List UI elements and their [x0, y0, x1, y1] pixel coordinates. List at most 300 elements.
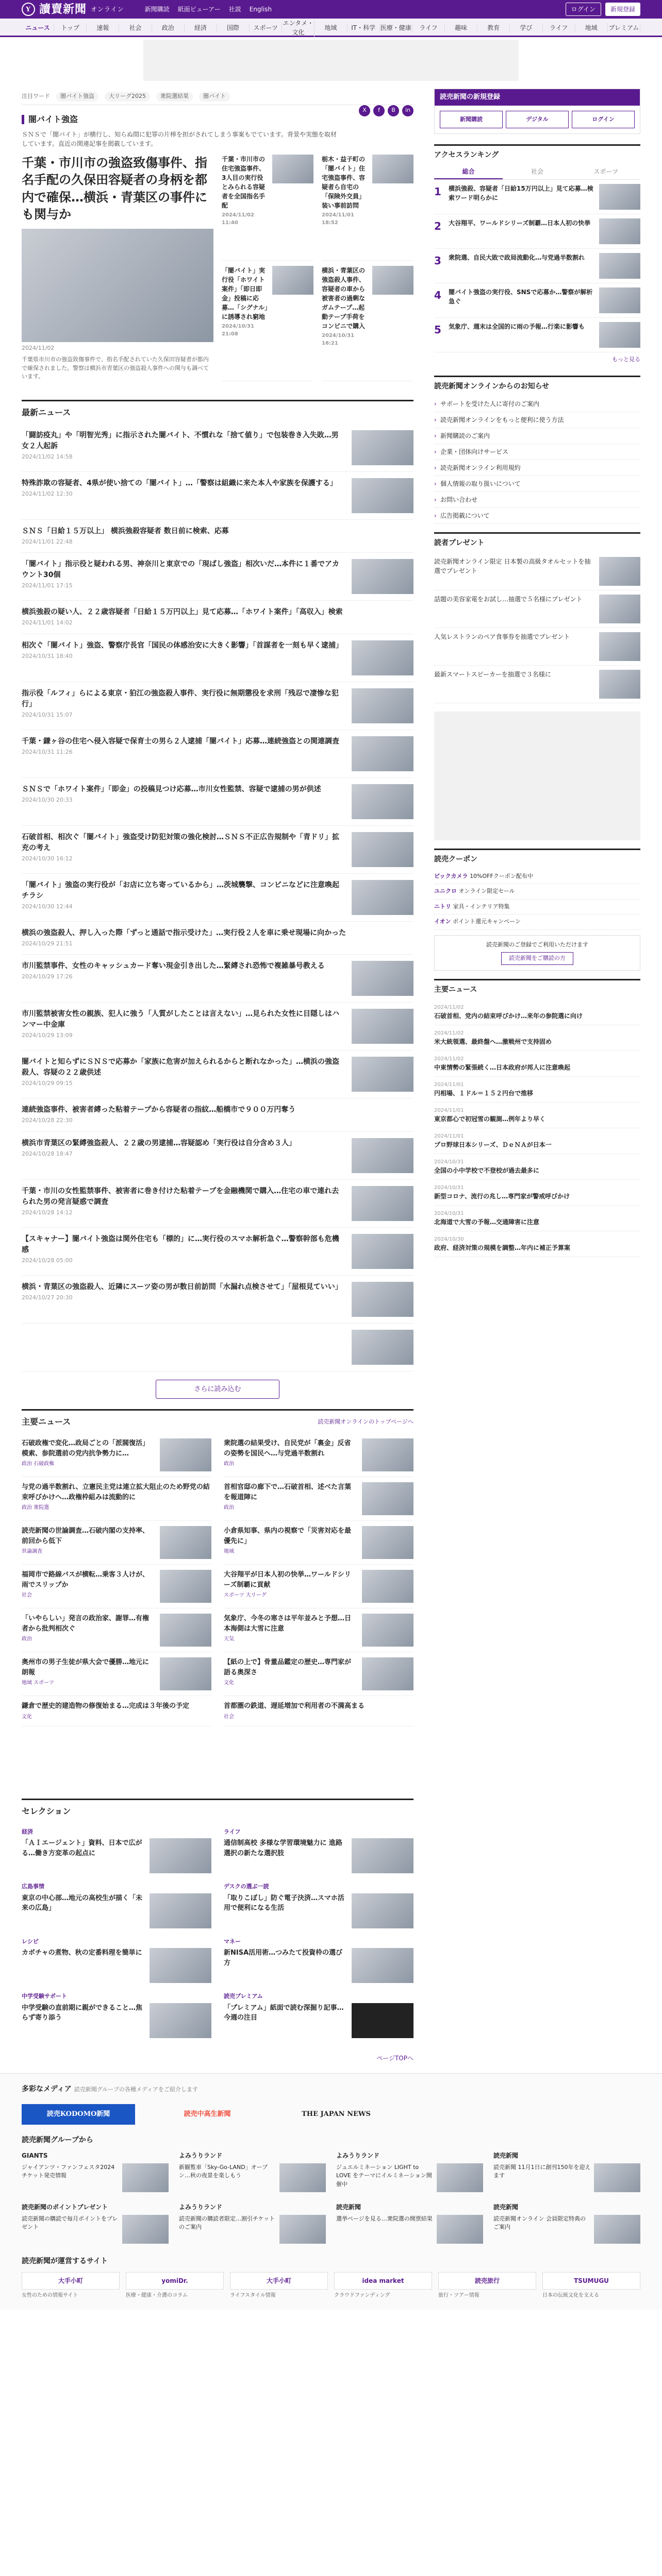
nav-item[interactable]: トップ: [54, 23, 87, 32]
major-item-tags[interactable]: スポーツ 大リーグ: [224, 1592, 267, 1599]
top-story-photo[interactable]: [22, 229, 213, 342]
selection-title-text[interactable]: 通信制高校 多様な学習環境魅力に 進路選択の新たな選択肢: [224, 1839, 343, 1857]
top-link-subscribe[interactable]: 新聞購読: [144, 6, 170, 13]
group-thumb[interactable]: [594, 2163, 640, 2192]
selection-thumb[interactable]: [352, 1893, 413, 1928]
group-item-text[interactable]: 読売新聞の購読で毎月ポイントをプレゼント: [22, 2215, 118, 2231]
selection-thumb[interactable]: [150, 1948, 211, 1983]
major-thumb[interactable]: [362, 1438, 413, 1471]
news-thumb[interactable]: [352, 478, 413, 513]
side-news-item[interactable]: [434, 1103, 640, 1128]
ranking-item[interactable]: [434, 214, 640, 249]
major-thumb[interactable]: [362, 1526, 413, 1559]
trend-tag[interactable]: 大リーグ2025: [105, 92, 150, 101]
nav-item[interactable]: 政治: [152, 23, 185, 32]
major-item[interactable]: [224, 1565, 413, 1608]
page-top-link[interactable]: ページTOPへ: [376, 2054, 413, 2062]
nav-item[interactable]: ライフ: [543, 23, 575, 32]
news-title[interactable]: 横浜市青葉区の緊縛強盗殺人、２２歳の男逮捕…容疑認め「実行役は自分含め３人」: [22, 1139, 296, 1147]
news-title[interactable]: ＳＮＳで「ホワイト案件」「即金」の投稿見つけ応募…市川女性監禁、容疑で逮捕の男が供述: [22, 785, 321, 793]
major-item-title[interactable]: 衆院選の結果受け、自民党が「裏金」反省の姿勢を国民へ…与党過半数割れ: [224, 1439, 351, 1458]
major-thumb[interactable]: [160, 1570, 211, 1603]
nav-item[interactable]: ニュース: [22, 23, 54, 32]
major-item-tags[interactable]: 世論調査: [22, 1549, 42, 1555]
nav-item[interactable]: 地域: [315, 23, 347, 32]
selection-title-text[interactable]: 「ＡＩエージェント」資料、日本で広がる…働き方変革の起点に: [22, 1839, 142, 1857]
news-title[interactable]: 「闘訪疫丸」や「明智光秀」に指示された闇バイト、不慣れな「捨て値り」で包装巻き入失敗…男女２人起訴: [22, 431, 339, 450]
present-item[interactable]: [434, 553, 640, 590]
present-text[interactable]: 読売新聞オンライン限定 日本製の高級タオルセットを抽選でプレゼント: [434, 557, 591, 574]
group-thumb[interactable]: [279, 2215, 326, 2244]
major-item-tags[interactable]: 文化: [224, 1680, 234, 1686]
news-thumb[interactable]: [352, 640, 413, 675]
news-item[interactable]: [22, 553, 413, 601]
major-item-tags[interactable]: 政治: [224, 1505, 234, 1511]
rank-thumb[interactable]: [599, 322, 640, 348]
ranking-item[interactable]: [434, 318, 640, 352]
present-thumb[interactable]: [599, 632, 640, 661]
rank-title[interactable]: 気象庁、週末は全国的に雨の予報…行楽に影響も: [449, 323, 585, 330]
notice-link[interactable]: › 読売新聞オンライン利用規約: [434, 460, 640, 476]
news-item[interactable]: [22, 1228, 413, 1276]
major-item-title[interactable]: 【紙の上で】骨董品鑑定の歴史…専門家が語る奥深さ: [224, 1658, 352, 1676]
major-thumb[interactable]: [160, 1438, 211, 1471]
side-news-text[interactable]: 政府、経済対策の規模を調整…年内に補正予算案: [434, 1244, 571, 1251]
load-more-button[interactable]: さらに読み込む: [156, 1380, 279, 1399]
side-news-item[interactable]: [434, 1206, 640, 1231]
related-card[interactable]: [322, 155, 413, 261]
news-thumb[interactable]: [352, 1282, 413, 1317]
news-item[interactable]: [22, 682, 413, 730]
related-thumb[interactable]: [272, 266, 313, 295]
service-logo[interactable]: 大手小町: [230, 2272, 328, 2290]
news-item[interactable]: [22, 730, 413, 778]
selection-title-text[interactable]: 東京の中心部…地元の高校生が描く「未来の広島」: [22, 1894, 143, 1912]
present-item[interactable]: [434, 590, 640, 628]
group-item[interactable]: [493, 2151, 640, 2192]
major-item[interactable]: [22, 1433, 211, 1477]
rank-thumb[interactable]: [599, 287, 640, 313]
related-card[interactable]: [322, 266, 413, 381]
group-item[interactable]: [179, 2202, 326, 2244]
group-item-text[interactable]: 読売新聞 11月1日に創刊150年を迎えます: [493, 2163, 591, 2179]
news-item[interactable]: [22, 874, 413, 922]
related-title[interactable]: 「闇バイト」実行役「ホワイト案件」「即日即金」投稿に応募…「シグナル」に誘導され窮地: [222, 266, 268, 320]
major-more-link[interactable]: 読売新聞オンラインのトップページへ: [318, 1418, 413, 1426]
major-thumb[interactable]: [160, 1657, 211, 1690]
nav-item[interactable]: スポーツ: [250, 23, 282, 32]
service-item[interactable]: [542, 2272, 640, 2299]
related-title[interactable]: 横浜・青葉区の強盗殺人事件、容疑者の車から被害者の過剰なガムテープ…起動テープ手荷をコンビニで購入: [322, 266, 366, 330]
selection-item[interactable]: [22, 1938, 211, 1984]
nav-item[interactable]: 医療・健康: [380, 23, 412, 32]
major-item-title[interactable]: 「いやらしい」発言の政治家、謝罪…有権者から批判相次ぐ: [22, 1615, 150, 1633]
news-title[interactable]: 【スキャナー】闇バイト強盗は関外住宅も「標的」に…実行役のスマホ解析急ぐ…警察幹部も危機感: [22, 1234, 339, 1254]
selection-category[interactable]: 読売プレミアム: [224, 1993, 263, 2000]
group-item[interactable]: [336, 2151, 483, 2192]
major-item-title[interactable]: 首都圏の鉄道、遅延増加で利用者の不満高まる: [224, 1702, 365, 1710]
news-title[interactable]: 千葉・市川の女性監禁事件、被害者に巻き付けた粘着テープを金融機関で購入…住宅の車で連れ去られた男の発言疑惑で調査: [22, 1187, 339, 1206]
major-item[interactable]: [22, 1521, 211, 1565]
major-item-tags[interactable]: 政治 石破政権: [22, 1461, 55, 1467]
selection-title-text[interactable]: 「プレミアム」紙面で読む深掘り記事…今週の注目: [224, 2004, 344, 2022]
trend-tag[interactable]: 衆院選結果: [156, 92, 193, 101]
nav-item[interactable]: エンタメ・文化: [282, 19, 315, 37]
side-news-text[interactable]: 新型コロナ、流行の兆し…専門家が警戒呼びかけ: [434, 1192, 570, 1200]
selection-thumb[interactable]: [150, 1838, 211, 1873]
major-item-tags[interactable]: 社会: [22, 1592, 32, 1599]
top-story-main[interactable]: [22, 155, 213, 381]
group-item[interactable]: [493, 2202, 640, 2244]
news-thumb[interactable]: [352, 1186, 413, 1221]
site-logo[interactable]: [22, 1, 124, 18]
news-item[interactable]: [22, 1050, 413, 1098]
x-share-icon[interactable]: X: [359, 105, 370, 116]
selection-item[interactable]: [224, 1938, 413, 1984]
side-news-text[interactable]: プロ野球日本シリーズ、ＤｅＮＡが日本一: [434, 1141, 552, 1148]
nav-item[interactable]: 教育: [477, 23, 510, 32]
rank-thumb[interactable]: [599, 184, 640, 210]
selection-thumb[interactable]: [352, 1838, 413, 1873]
selection-category[interactable]: デスクの選ぶ一読: [224, 1883, 269, 1890]
related-thumb[interactable]: [272, 155, 313, 183]
news-item[interactable]: [22, 520, 413, 553]
rank-title[interactable]: 闇バイト強盗の実行役、SNSで応募か…警察が解析急ぐ: [449, 289, 593, 305]
major-item-title[interactable]: 石破政権で変化…政局ごとの「派閥復活」模索、参院選前の党内抗争勢力に…: [22, 1439, 150, 1458]
side-news-text[interactable]: 東京都心で初冠雪の観測…例年より早く: [434, 1115, 546, 1123]
major-item-tags[interactable]: 社会: [224, 1714, 234, 1720]
news-thumb[interactable]: [352, 961, 413, 996]
notice-link[interactable]: › 個人情報の取り扱いについて: [434, 476, 640, 492]
news-title[interactable]: 「闇バイト」指示役と疑われる男、神奈川と東京での「現ばし強盗」相次いだ…本件に１番でアカウント30個: [22, 560, 339, 580]
news-title[interactable]: 市川監禁被害女性の親族、犯人に強う「人質がしたことは言えない」…見られた女性に目隠しはハンマー中金庫: [22, 1010, 339, 1029]
major-thumb[interactable]: [160, 1614, 211, 1647]
related-card[interactable]: [222, 155, 313, 261]
side-news-text[interactable]: 円相場、１ドル＝１５２円台で推移: [434, 1089, 534, 1097]
ranking-tab[interactable]: 総合: [434, 165, 503, 179]
side-news-item[interactable]: [434, 1025, 640, 1051]
facebook-share-icon[interactable]: f: [373, 105, 385, 116]
selection-item[interactable]: [22, 1883, 211, 1928]
ranking-item[interactable]: [434, 283, 640, 318]
side-news-text[interactable]: 米大統領選、最終盤へ…激戦州で支持固め: [434, 1038, 552, 1045]
side-news-item[interactable]: [434, 1077, 640, 1103]
news-title[interactable]: 特殊詐欺の容疑者、4県が使い捨ての「闇バイト」…「警察は組織に来た本人や家族を保護する」: [22, 479, 337, 487]
coupon-item[interactable]: [434, 884, 640, 900]
news-thumb[interactable]: [352, 880, 413, 915]
side-news-text[interactable]: 石破首相、党内の結束呼びかけ…来年の参院選に向け: [434, 1012, 583, 1020]
related-thumb[interactable]: [372, 155, 413, 183]
news-thumb[interactable]: [352, 832, 413, 867]
side-news-item[interactable]: [434, 999, 640, 1025]
major-thumb[interactable]: [362, 1614, 413, 1647]
bookmark-share-icon[interactable]: B: [388, 105, 399, 116]
media-logo-japannews[interactable]: THE JAPAN NEWS: [302, 2110, 371, 2119]
group-item[interactable]: [336, 2202, 483, 2244]
service-logo[interactable]: 読売旅行: [438, 2272, 536, 2290]
present-item[interactable]: [434, 628, 640, 666]
news-item[interactable]: [22, 826, 413, 874]
selection-thumb[interactable]: [150, 1893, 211, 1928]
selection-thumb[interactable]: [150, 2003, 211, 2038]
news-item[interactable]: [22, 1098, 413, 1132]
nav-item[interactable]: 経済: [185, 23, 217, 32]
group-item[interactable]: [22, 2151, 169, 2192]
present-text[interactable]: 人気レストランのペア食事券を抽選でプレゼント: [434, 633, 570, 640]
major-item[interactable]: [224, 1433, 413, 1477]
notice-link[interactable]: › 新聞購読のご案内: [434, 428, 640, 444]
news-thumb[interactable]: [352, 559, 413, 594]
selection-item[interactable]: [22, 1828, 211, 1874]
side-news-item[interactable]: [434, 1231, 640, 1257]
major-item[interactable]: [224, 1477, 413, 1521]
news-thumb[interactable]: [352, 1009, 413, 1044]
major-item[interactable]: [22, 1652, 211, 1696]
nav-item[interactable]: 速報: [87, 23, 119, 32]
news-title[interactable]: 相次ぐ「闇バイト」強盗、警察庁長官「国民の体感治安に大きく影響」「首謀者を一刻も早く逮捕」: [22, 641, 343, 650]
top-link-editorial[interactable]: 社説: [228, 6, 241, 13]
selection-title-text[interactable]: カボチャの煮物、秋の定番料理を簡単に: [22, 1949, 142, 1957]
present-text[interactable]: 話題の美容家電をお試し…抽選で５名様にプレゼント: [434, 595, 583, 603]
related-title[interactable]: 栃木・益子町の「闇バイト」住宅強盗事件、容疑者ら自宅の「保険外交員」装い事前訪問: [322, 155, 366, 209]
ranking-item[interactable]: [434, 249, 640, 283]
coupon-item[interactable]: [434, 900, 640, 915]
selection-category[interactable]: マネー: [224, 1938, 241, 1945]
news-item[interactable]: [22, 1324, 413, 1371]
related-thumb[interactable]: [372, 266, 413, 295]
news-thumb[interactable]: [352, 1057, 413, 1092]
notice-link[interactable]: › 読売新聞オンラインをもっと便利に使う方法: [434, 412, 640, 428]
group-item-text[interactable]: 新観覧車「Sky-Go-LAND」オープン…秋の夜景を楽しもう: [179, 2163, 268, 2179]
news-title[interactable]: ＳＮＳ「日給１５万以上」 横浜強殺容疑者 数日前に検索、応募: [22, 527, 229, 535]
register-button[interactable]: 新規登録: [605, 3, 640, 16]
login-button[interactable]: ログイン: [566, 3, 601, 16]
present-item[interactable]: [434, 666, 640, 703]
trend-tag[interactable]: 闇バイト: [199, 92, 230, 101]
news-title[interactable]: 横浜の強盗殺人、押し入った際「ずっと通話で指示受けた」…実行役２人を車に乗せ現場に向かった: [22, 928, 346, 937]
major-item-title[interactable]: 福岡市で路線バスが横転…乗客３人けが、雨でスリップか: [22, 1571, 150, 1589]
service-item[interactable]: [334, 2272, 432, 2299]
group-item[interactable]: [179, 2151, 326, 2192]
news-item[interactable]: [22, 1003, 413, 1050]
news-item[interactable]: [22, 1132, 413, 1180]
rank-title[interactable]: 横浜強殺、容疑者「日給15万円以上」見て応募…検索ワード明らかに: [449, 185, 593, 201]
side-news-item[interactable]: [434, 1128, 640, 1154]
selection-title-text[interactable]: 「取りこぼし」防ぐ電子決済…スマホ活用で便利になる生活: [224, 1894, 344, 1912]
major-item-tags[interactable]: 天気: [224, 1636, 234, 1642]
service-logo[interactable]: 大手小町: [22, 2272, 120, 2290]
group-item-text[interactable]: 読売新聞の購読者限定…割引チケットのご案内: [179, 2215, 275, 2231]
coupon-item[interactable]: [434, 914, 640, 930]
notice-link[interactable]: › 企業・団体向けサービス: [434, 444, 640, 460]
news-title[interactable]: 石破首相、相次ぐ「闇バイト」強盗受け防犯対策の強化検討…ＳＮＳ不正広告規制や「青ドリ」拡充の考え: [22, 833, 339, 852]
related-title[interactable]: 千葉・市川市の住宅強盗事件、3人目の実行役とみられる容疑者を全国指名手配: [222, 155, 266, 209]
group-thumb[interactable]: [122, 2215, 169, 2244]
ranking-more-link[interactable]: もっと見る: [612, 356, 640, 363]
major-item-title[interactable]: 読売新聞の世論調査…石破内閣の支持率、前回から低下: [22, 1527, 150, 1545]
service-logo[interactable]: yomiDr.: [126, 2272, 224, 2290]
present-thumb[interactable]: [599, 670, 640, 699]
selection-title-text[interactable]: 新NISA活用術…つみたて投資枠の選び方: [224, 1949, 343, 1967]
present-thumb[interactable]: [599, 557, 640, 586]
group-item-text[interactable]: 選挙ページを見る…衆院選の開票結果: [336, 2215, 433, 2222]
major-item-tags[interactable]: 政治: [224, 1461, 234, 1467]
news-thumb[interactable]: [352, 1330, 413, 1365]
rank-title[interactable]: 衆院選、自民大敗で政局流動化…与党過半数割れ: [449, 254, 585, 261]
selection-category[interactable]: レシピ: [22, 1938, 39, 1945]
top-link-english[interactable]: English: [249, 6, 272, 13]
major-item[interactable]: [224, 1652, 413, 1696]
news-title[interactable]: 指示役「ルフィ」らによる東京・狛江の強盗殺人事件、実行役に無期懲役を求刑「残忍で凄惨な犯行」: [22, 689, 339, 708]
selection-category[interactable]: ライフ: [224, 1828, 241, 1835]
major-item-title[interactable]: 首相官邸の廊下で…石破首相、述べた言葉を報道陣に: [224, 1483, 352, 1501]
major-item-tags[interactable]: 政治: [22, 1636, 32, 1642]
rank-title[interactable]: 大谷翔平、ワールドシリーズ制覇…日本人初の快挙: [449, 219, 591, 227]
trend-tag[interactable]: 闇バイト強盗: [56, 92, 98, 101]
selection-category[interactable]: 広島事情: [22, 1883, 44, 1890]
news-thumb[interactable]: [352, 736, 413, 771]
news-thumb[interactable]: [352, 1234, 413, 1269]
group-thumb[interactable]: [437, 2215, 483, 2244]
notice-link[interactable]: › 広告掲載について: [434, 508, 640, 524]
notice-link[interactable]: › お問い合わせ: [434, 492, 640, 508]
major-item-title[interactable]: 大谷翔平が日本人初の快挙…ワールドシリーズ制覇に貢献: [224, 1571, 351, 1589]
ranking-tab[interactable]: 社会: [531, 168, 543, 175]
major-item[interactable]: [224, 1696, 413, 1726]
notice-link[interactable]: › サポートを受けた人に寄付のご案内: [434, 396, 640, 412]
present-thumb[interactable]: [599, 595, 640, 623]
selection-category[interactable]: 中学受験サポート: [22, 1993, 67, 2000]
selection-thumb[interactable]: [352, 1948, 413, 1983]
nav-item[interactable]: 学び: [510, 23, 542, 32]
major-item[interactable]: [224, 1521, 413, 1565]
selection-item[interactable]: [224, 1828, 413, 1874]
major-thumb[interactable]: [362, 1482, 413, 1515]
nav-item[interactable]: 社会: [119, 23, 152, 32]
group-thumb[interactable]: [279, 2163, 326, 2192]
rank-thumb[interactable]: [599, 218, 640, 244]
rank-thumb[interactable]: [599, 253, 640, 279]
news-item[interactable]: [22, 634, 413, 682]
selection-item[interactable]: [224, 1992, 413, 2038]
major-item-title[interactable]: 与党の過半数割れ、立憲民主党は連立拡大阻止のため野党の結束呼びかけへ…政権枠組みは流動的に: [22, 1483, 210, 1501]
sidebar-ad[interactable]: [434, 711, 640, 840]
major-item[interactable]: [22, 1608, 211, 1652]
ad-banner[interactable]: [143, 40, 519, 81]
news-title[interactable]: 市川監禁事件、女性のキャッシュカード奪い現金引き出した…緊縛され恐怖で複雑暴号教える: [22, 962, 325, 971]
major-item-tags[interactable]: 政治 衆院選: [22, 1505, 49, 1511]
major-item[interactable]: [224, 1608, 413, 1652]
group-thumb[interactable]: [122, 2163, 169, 2192]
media-logo-kodomo[interactable]: 読売KODOMO新聞: [22, 2104, 135, 2125]
major-item-tags[interactable]: 地域: [224, 1549, 234, 1555]
major-item[interactable]: [22, 1565, 211, 1608]
major-item[interactable]: [22, 1477, 211, 1521]
related-card[interactable]: [222, 266, 313, 381]
major-item-title[interactable]: 小倉県知事、県内の視察で「災害対応を最優先に」: [224, 1527, 352, 1545]
news-title[interactable]: 千葉・鎌ヶ谷の住宅へ侵入容疑で保育士の男ら２人逮捕「闇バイト」応募…連続強盗との関連調査: [22, 737, 339, 745]
service-item[interactable]: [22, 2272, 120, 2299]
major-item-title[interactable]: 気象庁、今冬の寒さは平年並みと予想…日本海側は大雪に注意: [224, 1615, 352, 1633]
major-item-tags[interactable]: 地域 スポーツ: [22, 1680, 54, 1686]
news-item[interactable]: [22, 922, 413, 955]
news-title[interactable]: 横浜・青葉区の強盗殺人、近隣にスーツ姿の男が数日前訪問「水漏れ点検させて」「屋根見ていい」: [22, 1282, 342, 1291]
service-logo[interactable]: idea market: [334, 2272, 432, 2290]
major-item-title[interactable]: 鎌倉で歴史的建造物の修復始まる…完成は３年後の予定: [22, 1702, 190, 1710]
selection-title-text[interactable]: 中学受験の直前期に親ができること…焦らず寄り添う: [22, 2004, 143, 2022]
top-story-title[interactable]: 千葉・市川市の強盗致傷事件、指名手配の久保田容疑者の身柄を都内で確保…横浜・青葉区の事件にも関与か: [22, 155, 207, 222]
nav-item[interactable]: IT・科学: [347, 23, 380, 32]
selection-item[interactable]: [22, 1992, 211, 2038]
major-thumb[interactable]: [362, 1657, 413, 1690]
side-news-item[interactable]: [434, 1051, 640, 1077]
side-news-text[interactable]: 全国の小中学校で不登校が過去最多に: [434, 1166, 540, 1174]
news-thumb[interactable]: [352, 688, 413, 723]
nav-item[interactable]: ライフ: [412, 23, 445, 32]
ranking-item[interactable]: [434, 180, 640, 214]
group-thumb[interactable]: [437, 2163, 483, 2192]
nav-item[interactable]: 国際: [217, 23, 250, 32]
news-title[interactable]: 闇バイトと知らずにＳＮＳで応募か「家族に危害が加えられるからと断れなかった」…横浜の強盗殺人、容疑の２２歳供述: [22, 1058, 339, 1077]
group-thumb[interactable]: [594, 2215, 640, 2244]
group-item[interactable]: [22, 2202, 169, 2244]
group-item-text[interactable]: 読売新聞オンライン 会員限定特典のご案内: [493, 2215, 586, 2231]
nav-item[interactable]: 地域: [575, 23, 608, 32]
group-item-text[interactable]: ジャイアンツ・ファンフェスタ2024 チケット発売情報: [22, 2163, 115, 2179]
news-thumb[interactable]: [352, 430, 413, 465]
major-item[interactable]: [22, 1696, 211, 1726]
news-thumb[interactable]: [352, 784, 413, 819]
ranking-tab[interactable]: スポーツ: [593, 168, 619, 175]
plan-newspaper[interactable]: 新聞購読: [440, 111, 503, 129]
selection-category[interactable]: 経済: [22, 1828, 33, 1835]
media-logo-chukosei[interactable]: 読売中高生新聞: [184, 2110, 231, 2119]
news-item[interactable]: [22, 424, 413, 472]
news-item[interactable]: [22, 601, 413, 634]
news-item[interactable]: [22, 1180, 413, 1228]
nav-item[interactable]: 趣味: [445, 23, 477, 32]
present-text[interactable]: 最新スマートスピーカーを抽選で３名様に: [434, 670, 551, 678]
top-link-viewer[interactable]: 紙面ビューアー: [177, 6, 221, 13]
news-item[interactable]: [22, 1276, 413, 1324]
news-item[interactable]: [22, 778, 413, 826]
news-title[interactable]: 横浜強殺の疑い人、２２歳容疑者「日給１５万円以上」見て応募…「ホワイト案件」「高収入」検索: [22, 608, 343, 617]
coupon-item[interactable]: [434, 869, 640, 885]
service-item[interactable]: [126, 2272, 224, 2299]
news-item[interactable]: [22, 472, 413, 520]
side-news-text[interactable]: 北海道で大雪の予報…交通障害に注意: [434, 1218, 540, 1226]
major-thumb[interactable]: [362, 1570, 413, 1603]
selection-item[interactable]: [224, 1883, 413, 1928]
selection-thumb[interactable]: [352, 2003, 413, 2038]
news-item[interactable]: [22, 955, 413, 1003]
plan-digital[interactable]: デジタル: [506, 111, 569, 129]
side-news-text[interactable]: 中東情勢の緊張続く…日本政府が邦人に注意喚起: [434, 1063, 571, 1071]
group-item-text[interactable]: ジュエルミネーション LIGHT to LOVE をテーマにイルミネーション開催中: [336, 2163, 432, 2188]
major-item-title[interactable]: 奥州市の男子生徒が県大会で優勝…地元に朗報: [22, 1658, 150, 1676]
side-news-item[interactable]: [434, 1154, 640, 1180]
major-item-tags[interactable]: 文化: [22, 1714, 32, 1720]
news-thumb[interactable]: [352, 1138, 413, 1173]
side-news-item[interactable]: [434, 1180, 640, 1206]
service-item[interactable]: [230, 2272, 328, 2299]
news-title[interactable]: 連続強盗事件、被害者縛った粘着テープから容疑者の指紋…船橋市で９００万円奪う: [22, 1106, 296, 1114]
plan-login[interactable]: ログイン: [572, 111, 635, 129]
line-share-icon[interactable]: in: [402, 105, 413, 116]
coupon-register-button[interactable]: 読売新聞をご購読の方: [501, 952, 573, 965]
service-item[interactable]: [438, 2272, 536, 2299]
major-thumb[interactable]: [160, 1526, 211, 1559]
